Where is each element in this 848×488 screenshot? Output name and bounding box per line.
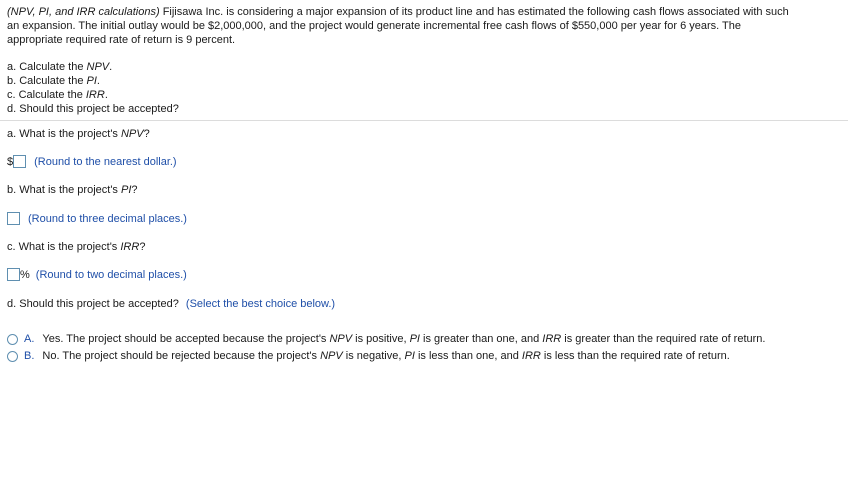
choice-letter-b: B.	[24, 350, 35, 362]
irr-hint: (Round to two decimal places.)	[35, 268, 187, 281]
npv-input[interactable]	[13, 155, 26, 168]
radio-button-b[interactable]	[7, 351, 18, 362]
answer-row-c	[7, 268, 187, 281]
task-item: a. Calculate the NPV.	[7, 61, 113, 73]
task-item: b. Calculate the PI.	[7, 75, 100, 87]
choice-text-b: No. The project should be rejected because the project's NPV is negative, PI is less than one, and IRR is less than the required rate of return.	[42, 350, 730, 362]
section-divider	[0, 120, 848, 121]
problem-line-2: an expansion. The initial outlay would be $2,000,000, and the project would generate incremental free cash flows of $550,000 per year for 6 years. The	[7, 20, 742, 32]
choice-b[interactable]	[7, 350, 730, 362]
question-a: a. What is the project's NPV?	[7, 128, 150, 140]
choice-a[interactable]	[7, 333, 765, 345]
problem-title: (NPV, PI, and IRR calculations)	[7, 6, 160, 18]
question-d: d. Should this project be accepted? (Select the best choice below.)	[7, 298, 336, 310]
radio-button-a[interactable]	[7, 334, 18, 345]
percent-sign: %	[20, 268, 30, 281]
pi-input[interactable]	[7, 212, 20, 225]
choice-hint: (Select the best choice below.)	[185, 298, 336, 310]
question-c: c. What is the project's IRR?	[7, 241, 146, 253]
irr-input[interactable]	[7, 268, 20, 281]
npv-hint: (Round to the nearest dollar.)	[34, 155, 177, 168]
answer-row-b	[7, 212, 187, 225]
task-item: c. Calculate the IRR.	[7, 89, 108, 101]
pi-hint: (Round to three decimal places.)	[28, 212, 187, 225]
choice-letter-a: A.	[24, 333, 35, 345]
task-item: d. Should this project be accepted?	[7, 103, 179, 115]
question-b: b. What is the project's PI?	[7, 184, 138, 196]
problem-line-3: appropriate required rate of return is 9 percent.	[7, 34, 236, 46]
problem-statement	[7, 5, 843, 47]
answer-row-a	[7, 155, 177, 168]
task-list	[7, 60, 179, 116]
problem-line-1: (NPV, PI, and IRR calculations) Fijisawa Inc. is considering a major expansion of its product line and has estimated the following cash flows associated with such	[7, 6, 789, 18]
dollar-sign: $	[7, 155, 14, 168]
choice-text-a: Yes. The project should be accepted because the project's NPV is positive, PI is greater than one, and IRR is greater than the required rate of return.	[42, 333, 766, 345]
